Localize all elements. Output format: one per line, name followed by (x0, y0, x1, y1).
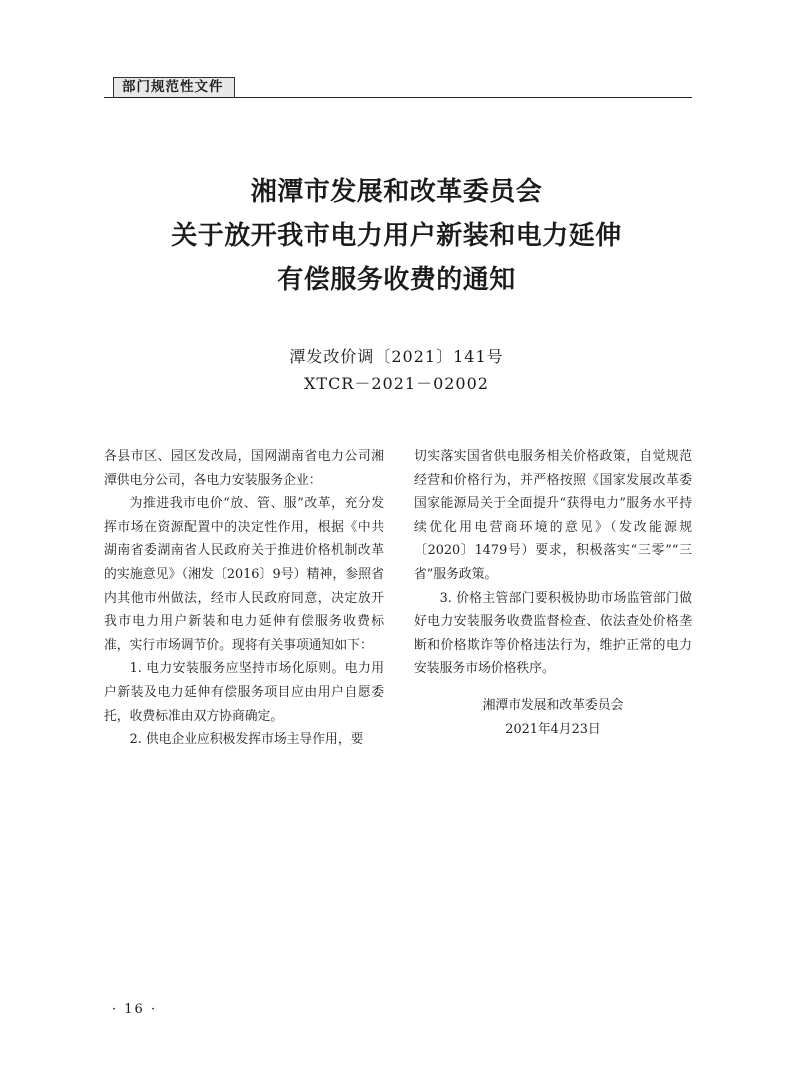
section-tag: 部门规范性文件 (113, 77, 235, 98)
title-line-2: 关于放开我市电力用户新装和电力延伸 (171, 221, 622, 251)
document-code: XTCR－2021－02002 (304, 374, 489, 393)
header-rule (104, 97, 692, 98)
title-line-1: 湘潭市发展和改革委员会 (250, 177, 543, 207)
item-2-paragraph-continued: 切实落实国省供电服务相关价格政策，自觉规范经营和价格行为，并严格按照《国家发展改革委国家能源局关于全面提升“获得电力”服务水平持续优化用电营商环境的意见》（发改能源规〔2020〕1479号）要求，积极落实“三零”“三省”服务政策。 (414, 449, 692, 582)
document-title (0, 170, 793, 302)
signature-date: 2021年4月23日 (505, 722, 601, 737)
body-right-column (414, 445, 692, 681)
item-1-paragraph: 1. 电力安装服务应坚持市场化原则。电力用户新装及电力延伸有偿服务项目应由用户自愿委托，收费标准由双方协商确定。 (104, 661, 384, 724)
intro-paragraph: 为推进我市电价“放、管、服”改革，充分发挥市场在资源配置中的决定性作用，根据《中共湖南省委湖南省人民政府关于推进价格机制改革的实施意见》（湘发〔2016〕9号）精神，参照省内其他市州做法，经市人民政府同意，决定放开我市电力用户新装和电力延伸有偿服务收费标准，实行市场调节价。现将有关事项通知如下： (104, 496, 384, 653)
page-number: · 16 · (112, 1002, 158, 1017)
body-left-column (104, 445, 384, 752)
signature-organization: 湘潭市发展和改革委员会 (482, 698, 624, 713)
addressee-paragraph: 各县市区、园区发改局，国网湖南省电力公司湘潭供电分公司，各电力安装服务企业： (104, 449, 384, 488)
document-number: 潭发改价调〔2021〕141号 (289, 347, 504, 366)
title-line-3: 有偿服务收费的通知 (277, 265, 516, 295)
item-3-paragraph: 3. 价格主管部门要积极协助市场监管部门做好电力安装服务收费监督检查、依法查处价格垄断和价格欺诈等价格违法行为，维护正常的电力安装服务市场价格秩序。 (414, 590, 692, 677)
item-2-paragraph-start: 2. 供电企业应积极发挥市场主导作用，要 (129, 732, 364, 748)
